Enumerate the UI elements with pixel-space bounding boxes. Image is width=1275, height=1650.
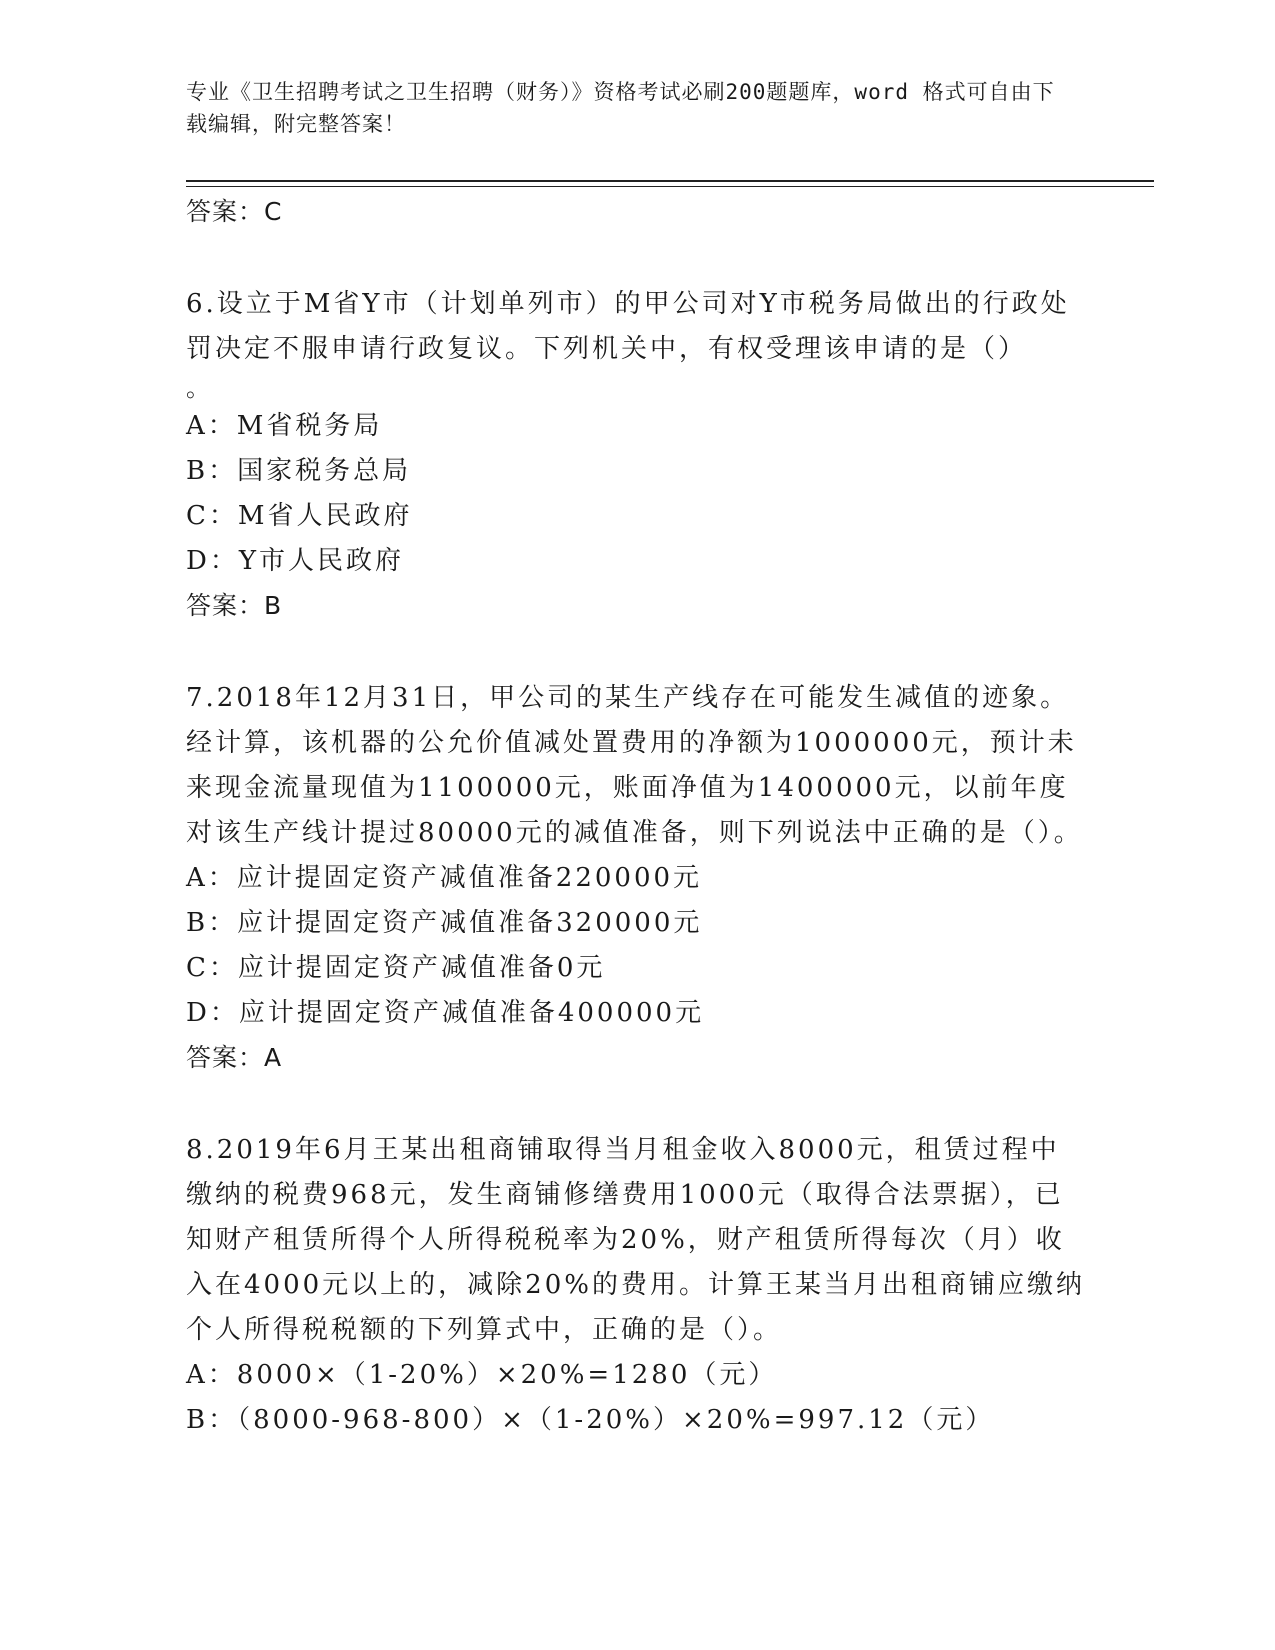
option-d: D：应计提固定资产减值准备400000元 bbox=[186, 998, 705, 1028]
question-7 bbox=[186, 676, 1086, 1080]
answer-line: 答案：A bbox=[186, 1043, 283, 1072]
question-trailing-mark: 。 bbox=[186, 374, 210, 402]
option-a: A：应计提固定资产减值准备220000元 bbox=[186, 863, 703, 893]
option-b: B：（8000-968-800）×（1-20%）×20%=997.12（元） bbox=[186, 1405, 995, 1435]
answer-line: 答案：B bbox=[186, 591, 283, 620]
document-body bbox=[186, 190, 1086, 1443]
option-a: A：M省税务局 bbox=[186, 411, 383, 441]
answer-line: 答案：C bbox=[186, 197, 283, 226]
question-text: 6.设立于M省Y市（计划单列市）的甲公司对Y市税务局做出的行政处罚决定不服申请行政复议。下列机关中，有权受理该申请的是（） bbox=[186, 289, 1070, 364]
document-header: 专业《卫生招聘考试之卫生招聘（财务）》资格考试必刷200题题库，word 格式可自由下载编辑，附完整答案！ bbox=[186, 80, 1055, 136]
question-6 bbox=[186, 282, 1086, 628]
option-c: C：应计提固定资产减值准备0元 bbox=[186, 953, 606, 983]
option-a: A：8000×（1-20%）×20%=1280（元） bbox=[186, 1360, 778, 1390]
option-b: B：国家税务总局 bbox=[186, 456, 412, 486]
question-text: 8.2019年6月王某出租商铺取得当月租金收入8000元，租赁过程中缴纳的税费968元，发生商铺修缮费用1000元（取得合法票据），已知财产租赁所得个人所得税税率为20%，财产租赁所得每次（月）收入在4000元以上的，减除20%的费用。计算王某当月出租商铺应缴纳个人所得税税额的下列算式中，正确的是（）。 bbox=[186, 1135, 1085, 1345]
question-text: 7.2018年12月31日，甲公司的某生产线存在可能发生减值的迹象。经计算，该机器的公允价值减处置费用的净额为1000000元，预计未来现金流量现值为1100000元，账面净值为1400000元，以前年度对该生产线计提过80000元的减值准备，则下列说法中正确的是（）。 bbox=[186, 683, 1083, 848]
option-b: B：应计提固定资产减值准备320000元 bbox=[186, 908, 703, 938]
option-d: D：Y市人民政府 bbox=[186, 546, 405, 576]
header-rule-thin bbox=[186, 186, 1154, 187]
question-8 bbox=[186, 1128, 1086, 1443]
option-c: C：M省人民政府 bbox=[186, 501, 413, 531]
header-rule-thick bbox=[186, 180, 1154, 182]
